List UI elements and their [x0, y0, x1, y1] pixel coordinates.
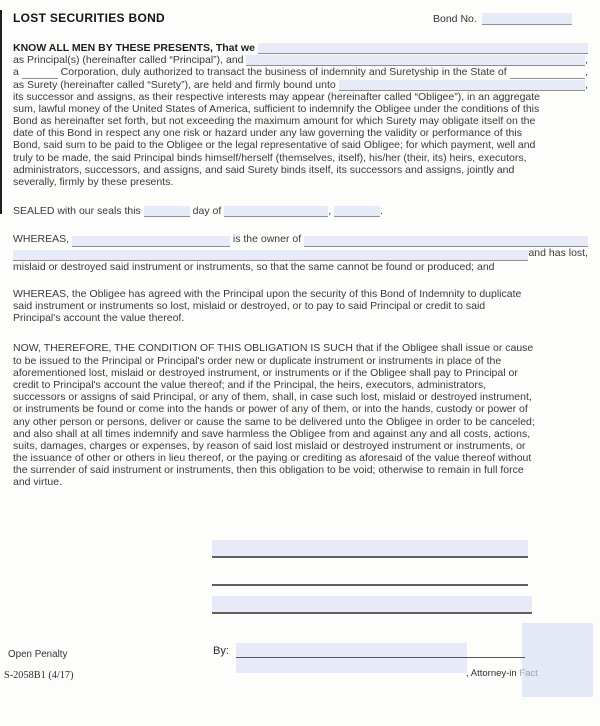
text-line: [13, 233, 588, 247]
text-run: severally, firmly by these presents.: [13, 176, 174, 189]
text-line: [13, 416, 588, 428]
attorney-fact-text: Fact: [519, 668, 538, 679]
paragraph-condition: [13, 342, 588, 488]
bond-number-field[interactable]: [482, 13, 572, 25]
blank-field[interactable]: [246, 55, 585, 66]
text-line: [13, 379, 588, 391]
text-line: [13, 476, 588, 488]
text-line: [13, 42, 588, 54]
text-line: [13, 164, 588, 176]
form-number: S-2058B1 (4/17): [4, 670, 74, 681]
document-body: [13, 42, 588, 489]
bond-number-section: [433, 13, 572, 25]
text-run: credit to Principal's account the value thereof; and if the Principal, the heirs, executors, administrators,: [13, 378, 486, 391]
text-run: Principal's account the value thereof.: [13, 312, 185, 325]
text-run: truly to be made, the said Principal binds himself/herself (themselves, itself), his/her (their, its) heirs, executors,: [13, 151, 527, 164]
attorney-in-fact-label: [466, 668, 538, 679]
by-signature-line: [236, 657, 525, 658]
text-run: Bond, said sum to be paid to the Obligee or the legal representative of said Obligee; for which payment, well and: [13, 139, 536, 152]
text-run: date of this Bond in respect any one risk or hazard under any law governing the validity or performance of this: [13, 127, 522, 140]
text-run: as Surety (hereinafter called “Surety”), are held and firmly bound unto: [13, 78, 339, 91]
text-line: [13, 91, 588, 103]
text-run: ,: [585, 78, 588, 91]
text-run: mislaid or destroyed said instrument or instruments, so that the same cannot be found or produced; and: [13, 261, 495, 274]
blank-field[interactable]: [334, 206, 380, 217]
text-run: administrators, successors, and assigns, and said Surety binds itself, its successors and assigns, jointly and: [13, 163, 515, 176]
text-run: to be issued to the Principal or Principal's order new or duplicate instrument or instruments in place of the: [13, 354, 502, 367]
text-line: [13, 140, 588, 152]
text-run: the surrender of said instrument or instruments, then this obligation to be void; otherwise to remain in full force: [13, 464, 524, 477]
text-run: SEALED with our seals this: [13, 205, 144, 218]
by-signature-field[interactable]: [236, 643, 467, 673]
text-line: [13, 452, 588, 464]
text-line: [13, 261, 588, 275]
text-run: is the owner of: [229, 233, 305, 246]
signature-line[interactable]: [212, 596, 532, 614]
text-line: [13, 54, 588, 66]
text-line: [13, 391, 588, 403]
text-line: [13, 464, 588, 476]
text-run: and has lost,: [528, 247, 588, 260]
text-run: day of: [189, 205, 225, 218]
highlight-rectangle: [522, 623, 593, 697]
text-line: [13, 127, 588, 139]
text-run: successors or assigns of said Principal, or any of them, shall, in case such lost, mislaid or destroyed instrument,: [13, 391, 532, 404]
blank-field[interactable]: [304, 236, 588, 247]
text-run: suits, damages, charges or expenses, by reason of said lost mislaid or destroyed instrument or instruments, or: [13, 439, 526, 452]
bold-text-run: KNOW ALL MEN BY THESE PRESENTS, That we: [13, 41, 258, 54]
text-line: [13, 103, 588, 115]
signature-line[interactable]: [212, 568, 528, 586]
text-line: [13, 440, 588, 452]
text-line: [13, 115, 588, 127]
text-run: NOW, THEREFORE, THE CONDITION OF THIS OBLIGATION IS SUCH that if the Obligee shall issue or cause: [13, 342, 534, 355]
open-penalty-note: Open Penalty: [8, 649, 68, 660]
text-run: its successor and assigns, as their respective interests may appear (hereinafter called “Obligee”), in an aggregate: [13, 90, 541, 103]
text-run: said instrument or instruments so lost, mislaid or destroyed, or to pay to said Principal or credit to said: [13, 300, 486, 312]
text-run: aforementioned lost, mislaid or destroyed instrument, or instruments or if the Obligee shall pay to Principal or: [13, 366, 518, 379]
blank-field[interactable]: [339, 80, 585, 91]
text-run: Corporation, duly authorized to transact the business of indemnity and Suretyship in the State of: [57, 66, 510, 79]
text-run: sum, lawful money of the United States of America, sufficient to indemnify the Obligee under the conditions of this: [13, 102, 540, 115]
blank-field[interactable]: [22, 68, 58, 79]
text-run: as Principal(s) (hereinafter called “Principal”), and: [13, 54, 247, 67]
blank-field[interactable]: [510, 68, 586, 79]
text-line: [13, 176, 588, 188]
text-run: ,: [328, 205, 335, 218]
text-line: [13, 342, 588, 354]
text-line: [13, 247, 588, 261]
paragraph-sealed: [13, 205, 588, 217]
text-run: the issuance of other or others in lieu thereof, or the paying or crediting as aforesaid of the value thereof without: [13, 452, 532, 465]
text-line: [13, 79, 588, 91]
text-run: any other person or persons, deliver or cause the same to be delivered unto the Obligee in order to be canceled;: [13, 415, 535, 428]
text-run: WHEREAS,: [13, 233, 72, 246]
text-line: [13, 367, 588, 379]
document-title: LOST SECURITIES BOND: [13, 11, 166, 25]
text-line: [13, 403, 588, 415]
blank-field[interactable]: [144, 206, 190, 217]
text-run: Bond as hereinafter set forth, but not exceeding the maximum amount for which Surety may obligate itself on the: [13, 115, 536, 128]
paragraph-opening: [13, 42, 588, 188]
by-label: By:: [213, 645, 229, 657]
blank-field[interactable]: [224, 206, 328, 217]
text-line: [13, 355, 588, 367]
text-run: ,: [585, 66, 588, 79]
text-run: a: [13, 66, 22, 79]
text-line: [13, 152, 588, 164]
text-line: [13, 428, 588, 440]
text-run: .: [380, 205, 383, 218]
bond-number-label: Bond No.: [433, 13, 477, 25]
text-line: [13, 300, 588, 312]
signature-block: [212, 540, 528, 624]
attorney-in-fact-text: , Attorney-in: [466, 668, 520, 679]
blank-field[interactable]: [13, 250, 528, 261]
blank-field[interactable]: [258, 43, 588, 54]
blank-field[interactable]: [72, 236, 230, 247]
text-run: and virtue.: [13, 476, 63, 489]
paragraph-whereas-obligee: [13, 288, 588, 325]
text-line: [13, 288, 588, 300]
text-run: ,: [585, 54, 588, 67]
text-line: [13, 66, 588, 78]
text-run: and also shall at all times indemnify and save harmless the Obligee from and against any and all costs, actions,: [13, 427, 531, 440]
text-run: or instruments be found or come into the hands or power of any of them, or into the hands, custody or power of: [13, 403, 528, 416]
paragraph-whereas-owner: [13, 233, 588, 274]
scan-edge-bar: [0, 10, 2, 214]
text-run: WHEREAS, the Obligee has agreed with the Principal upon the security of this Bond of Indemnity to duplicate: [13, 287, 522, 300]
text-line: [13, 205, 588, 217]
text-line: [13, 312, 588, 324]
signature-line[interactable]: [212, 540, 528, 558]
